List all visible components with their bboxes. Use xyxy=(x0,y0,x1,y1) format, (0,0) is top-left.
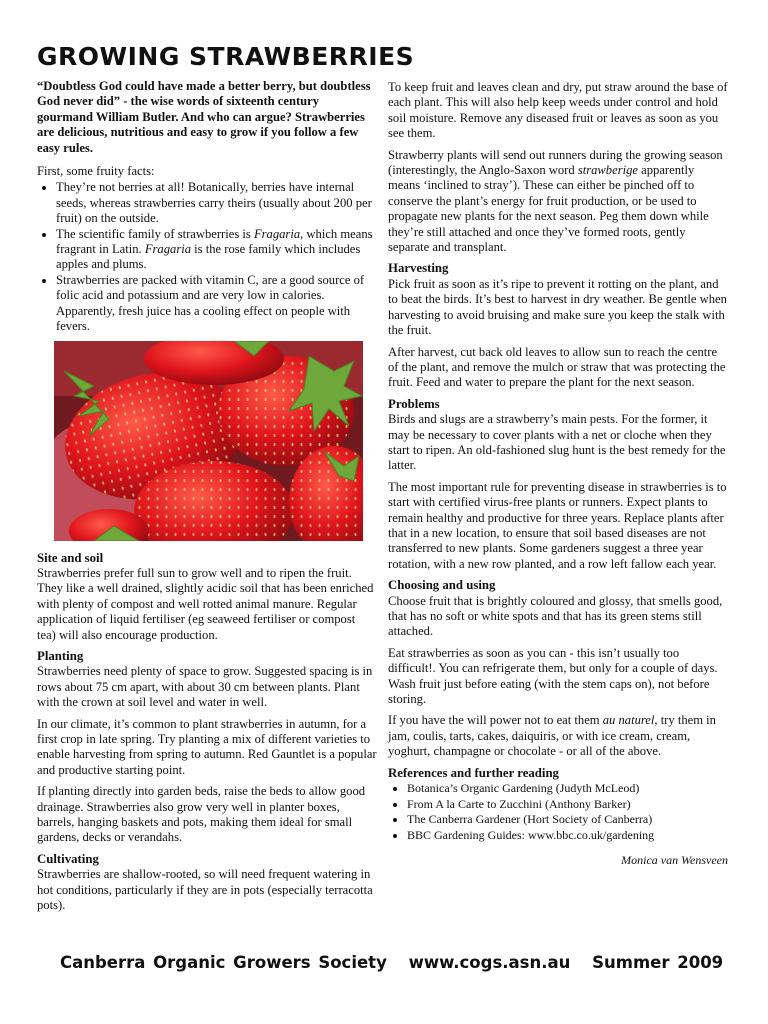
problems-p2: The most important rule for preventing disease in strawberries is to start with certified virus-free plants or runners. Expect plants to remain healthy and productive for three years. Replace plants after that in a new location, to ensure that soil based diseases are not transferred to new plants. Some gardeners suggest a three year rotation, with a new row planted, and a row left fallow each year. xyxy=(388,479,727,571)
fact-item: • Strawberries are packed with vitamin C, are a good source of folic acid and potassium and are very low in calories. Apparently, fresh juice has a cooling effect on people with fevers. xyxy=(56,273,377,335)
page-title: GROWING STRAWBERRIES xyxy=(37,42,415,71)
cultivating-text: Strawberry plants will send out runners during the growing season (interestingly, the Anglo-Saxon word xyxy=(388,147,723,178)
reference-item: • From A la Carte to Zucchini (Anthony Barker) xyxy=(407,797,728,813)
choosing-italic: au naturel xyxy=(602,713,655,728)
reference-item: • BBC Gardening Guides: www.bbc.co.uk/gardening xyxy=(407,828,728,844)
problems-heading: Problems xyxy=(388,396,440,411)
choosing-text: , try them in jam, coulis, tarts, cakes, daiquiris, or with ice cream, cream, yoghurt, champagne or chocolate - or all of the above. xyxy=(388,713,716,759)
footer-url: www.cogs.asn.au xyxy=(408,953,571,972)
fact-italic: Fragaria xyxy=(144,242,192,257)
left-column xyxy=(37,79,377,919)
fact-text: , which means fragrant in Latin. xyxy=(56,226,373,257)
problems-p1: Birds and slugs are a strawberry’s main pests. For the former, it may be necessary to cover plants with a net or cloche when they start to ripen. An old-fashioned slug hunt is the best remedy for the latter. xyxy=(388,412,726,473)
footer-org: Canberra Organic Growers Society xyxy=(60,953,387,972)
author-byline: Monica van Wensveen xyxy=(621,853,728,868)
harvesting-heading: Harvesting xyxy=(388,261,449,276)
fact-item xyxy=(56,227,377,273)
harvesting-p2: After harvest, cut back old leaves to allow sun to reach the centre of the plant, and remove the mulch or straw that was protecting the fruit. Feed and water to prepare the plant for the next season. xyxy=(388,344,726,390)
intro-lead: “Doubtless God could have made a better berry, but doubtless God never did” - the wise words of sixteenth century gourmand William Butler. And who can argue? Strawberries are delicious, nutritious and easy to grow if you follow a few easy rules. xyxy=(37,79,371,155)
harvesting-p1: Pick fruit as soon as it’s ripe to prevent it rotting on the plant, and to beat the birds. It’s best to harvest in dry weather. Be gentle when harvesting to avoid bruising and make sure you keep the stalk with the fruit. xyxy=(388,276,727,338)
cultivating-p1: Strawberries are shallow-rooted, so will need frequent watering in hot conditions, particularly if they are in pots (especially terracotta pots). xyxy=(37,867,373,913)
site-soil-body: Strawberries prefer full sun to grow well and to ripen the fruit. They like a well drained, slightly acidic soil that has been enriched with plenty of compost and well rotted animal manure. Regular application of liquid fertiliser (eg seaweed fertiliser or compost tea) will also encourage production. xyxy=(37,565,374,642)
site-soil-heading: Site and soil xyxy=(37,550,104,565)
references-heading: References and further reading xyxy=(388,765,559,780)
reference-item: • Botanica’s Organic Gardening (Judyth McLeod) xyxy=(407,781,728,797)
choosing-p2: Eat strawberries as soon as you can - this isn’t usually too difficult!. You can refrigerate them, but only for a couple of days. Wash fruit just before eating (with the stem caps on), not before storing. xyxy=(388,645,718,707)
choosing-text: If you have the will power not to eat them xyxy=(388,713,603,728)
planting-p3: If planting directly into garden beds, raise the beds to allow good drainage. Strawberries also grow very well in planter boxes, barrels, hanging baskets and pots, making them ideal for small gardens, decks or verandahs. xyxy=(37,784,366,845)
fact-italic: Fragaria xyxy=(253,226,301,241)
footer-issue: Summer 2009 xyxy=(592,953,724,972)
cultivating-p3 xyxy=(388,148,728,256)
right-column xyxy=(388,80,728,869)
references-list xyxy=(388,781,728,843)
fact-text: The scientific family of strawberries is xyxy=(56,226,254,241)
facts-intro: First, some fruity facts: xyxy=(37,164,155,179)
cultivating-italic: strawberige xyxy=(577,163,638,178)
planting-p2: In our climate, it’s common to plant strawberries in autumn, for a first crop in late spring. Try planting a mix of different varieties to enable harvesting from spring to autumn. Red Gauntlet is a popular and productive starting point. xyxy=(37,716,377,777)
cultivating-text: apparently means ‘inclined to stray’). These can either be pinched off to conserve the plant’s energy for fruit production, or be used to propagate new plants for the next season. Peg them down while they’re still attached and once they’ve formed roots, gently separate and transplant. xyxy=(388,163,709,255)
choosing-p1: Choose fruit that is brightly coloured and glossy, that smells good, that has no soft or white spots and that has its green stems still attached. xyxy=(388,593,723,639)
facts-list xyxy=(37,180,377,334)
strawberries-photo xyxy=(54,341,363,541)
cultivating-p2: To keep fruit and leaves clean and dry, put straw around the base of each plant. This will also help keep weeds under control and hold soil moisture. Remove any diseased fruit or leaves as soon as you see them. xyxy=(388,80,728,141)
footer xyxy=(60,953,737,972)
choosing-p3 xyxy=(388,713,728,759)
choosing-heading: Choosing and using xyxy=(388,578,496,593)
fact-text: is the rose family which includes apples and plums. xyxy=(56,242,361,272)
planting-heading: Planting xyxy=(37,648,84,663)
fact-item: • They’re not berries at all! Botanically, berries have internal seeds, whereas strawberries carry theirs (usually about 200 per fruit) on the outside. xyxy=(56,180,377,226)
cultivating-heading: Cultivating xyxy=(37,851,99,866)
reference-item: • The Canberra Gardener (Hort Society of Canberra) xyxy=(407,812,728,828)
planting-p1: Strawberries need plenty of space to grow. Suggested spacing is in rows about 75 cm apart, with about 30 cm between plants. Plant with the crown at soil level and water in well. xyxy=(37,664,373,710)
